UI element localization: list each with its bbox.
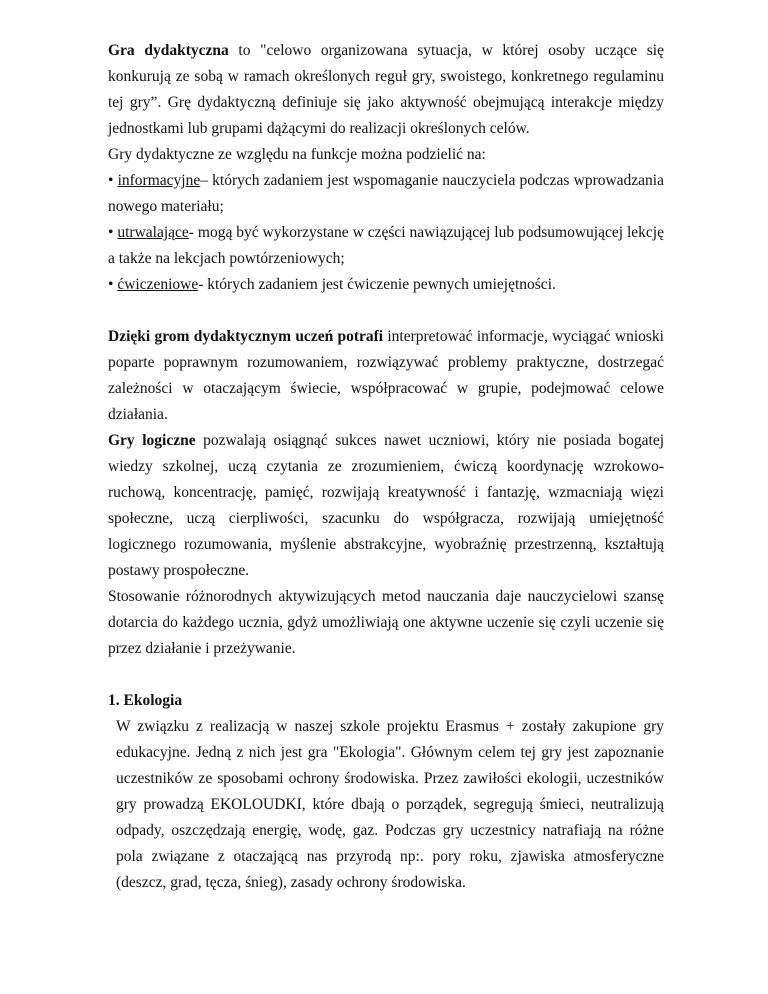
type-description: - mogą być wykorzystane w części nawiązującej lub podsumowującej lekcję a także na lekcjach powtórzeniowych;	[108, 224, 664, 267]
list-item	[108, 168, 664, 220]
type-term: informacyjne	[117, 172, 201, 189]
logic-games-paragraph	[108, 428, 664, 584]
type-description: - których zadaniem jest ćwiczenie pewnych umiejętności.	[198, 276, 556, 293]
bullet-glyph: •	[108, 224, 118, 241]
logic-games-lead: Gry logiczne	[108, 432, 196, 449]
paragraph-gap	[108, 298, 664, 324]
type-description: – których zadaniem jest wspomaganie nauczyciela podczas wprowadzania nowego materiału;	[108, 172, 664, 215]
methods-paragraph: Stosowanie różnorodnych aktywizujących metod nauczania daje nauczycielowi szansę dotarcia do każdego ucznia, gdyż umożliwiają one aktywne uczenie się czyli uczenie się przez działanie i przeżywanie.	[108, 588, 664, 657]
type-term: ćwiczeniowe	[117, 276, 199, 293]
paragraph-gap	[108, 662, 664, 688]
intro-text: to "celowo organizowana sytuacja, w której osoby uczące się konkurują ze sobą w ramach określonych reguł gry, swoistego, konkretnego regulaminu tej gry”. Grę dydaktyczną definiuje się jako aktywność obejmującą interakcje między jednostkami lub grupami dążącymi do realizacji określonych celów.	[108, 42, 664, 137]
bullet-glyph: •	[108, 172, 118, 189]
division-intro: Gry dydaktyczne ze względu na funkcje można podzielić na:	[108, 146, 486, 163]
section-paragraph: W związku z realizacją w naszej szkole projektu Erasmus + zostały zakupione gry edukacyjne. Jedną z nich jest gra "Ekologia". Głównym celem tej gry jest zapoznanie uczestników ze sposobami ochrony środowiska. Przez zawiłości ekologii, uczestników gry prowadzą EKOLOUDKI, które dbają o porządek, segregują śmieci, neutralizują odpady, oszczędzają energię, wodę, gaz. Podczas gry uczestnicy natrafiają na różne pola związane z otaczającą nas przyrodą np:. pory roku, zjawiska atmosferyczne (deszcz, grad, tęcza, śnieg), zasady ochrony środowiska.	[116, 718, 664, 891]
benefits-lead: Dzięki grom dydaktycznym uczeń potrafi	[108, 328, 384, 345]
intro-term: Gra dydaktyczna	[108, 42, 229, 59]
benefits-text: interpretować informacje, wyciągać wnioski poparte poprawnym rozumowaniem, rozwiązywać problemy praktyczne, dostrzegać zależności w otaczającym świecie, współpracować w grupie, podejmować celowe działania.	[108, 328, 664, 423]
type-term: utrwalające	[117, 224, 189, 241]
document-page	[108, 38, 664, 896]
list-item	[108, 272, 664, 298]
section-heading	[108, 688, 664, 714]
logic-games-text: pozwalają osiągnąć sukces nawet uczniowi, który nie posiada bogatej wiedzy szkolnej, uczą czytania ze zrozumieniem, ćwiczą koordynację wzrokowo-ruchową, koncentrację, pamięć, rozwijają kreatywność i fantazję, wzmacniają więzi społeczne, uczą cierpliwości, szacunku do współgracza, rozwijają umiejętność logicznego rozumowania, myślenie abstrakcyjne, wyobraźnię przestrzenną, kształtują postawy prospołeczne.	[108, 432, 665, 579]
bullet-glyph: •	[108, 276, 118, 293]
intro-paragraph	[108, 38, 664, 142]
benefits-paragraph	[108, 324, 664, 428]
section-heading-text: 1. Ekologia	[108, 692, 183, 709]
list-item	[108, 220, 664, 272]
